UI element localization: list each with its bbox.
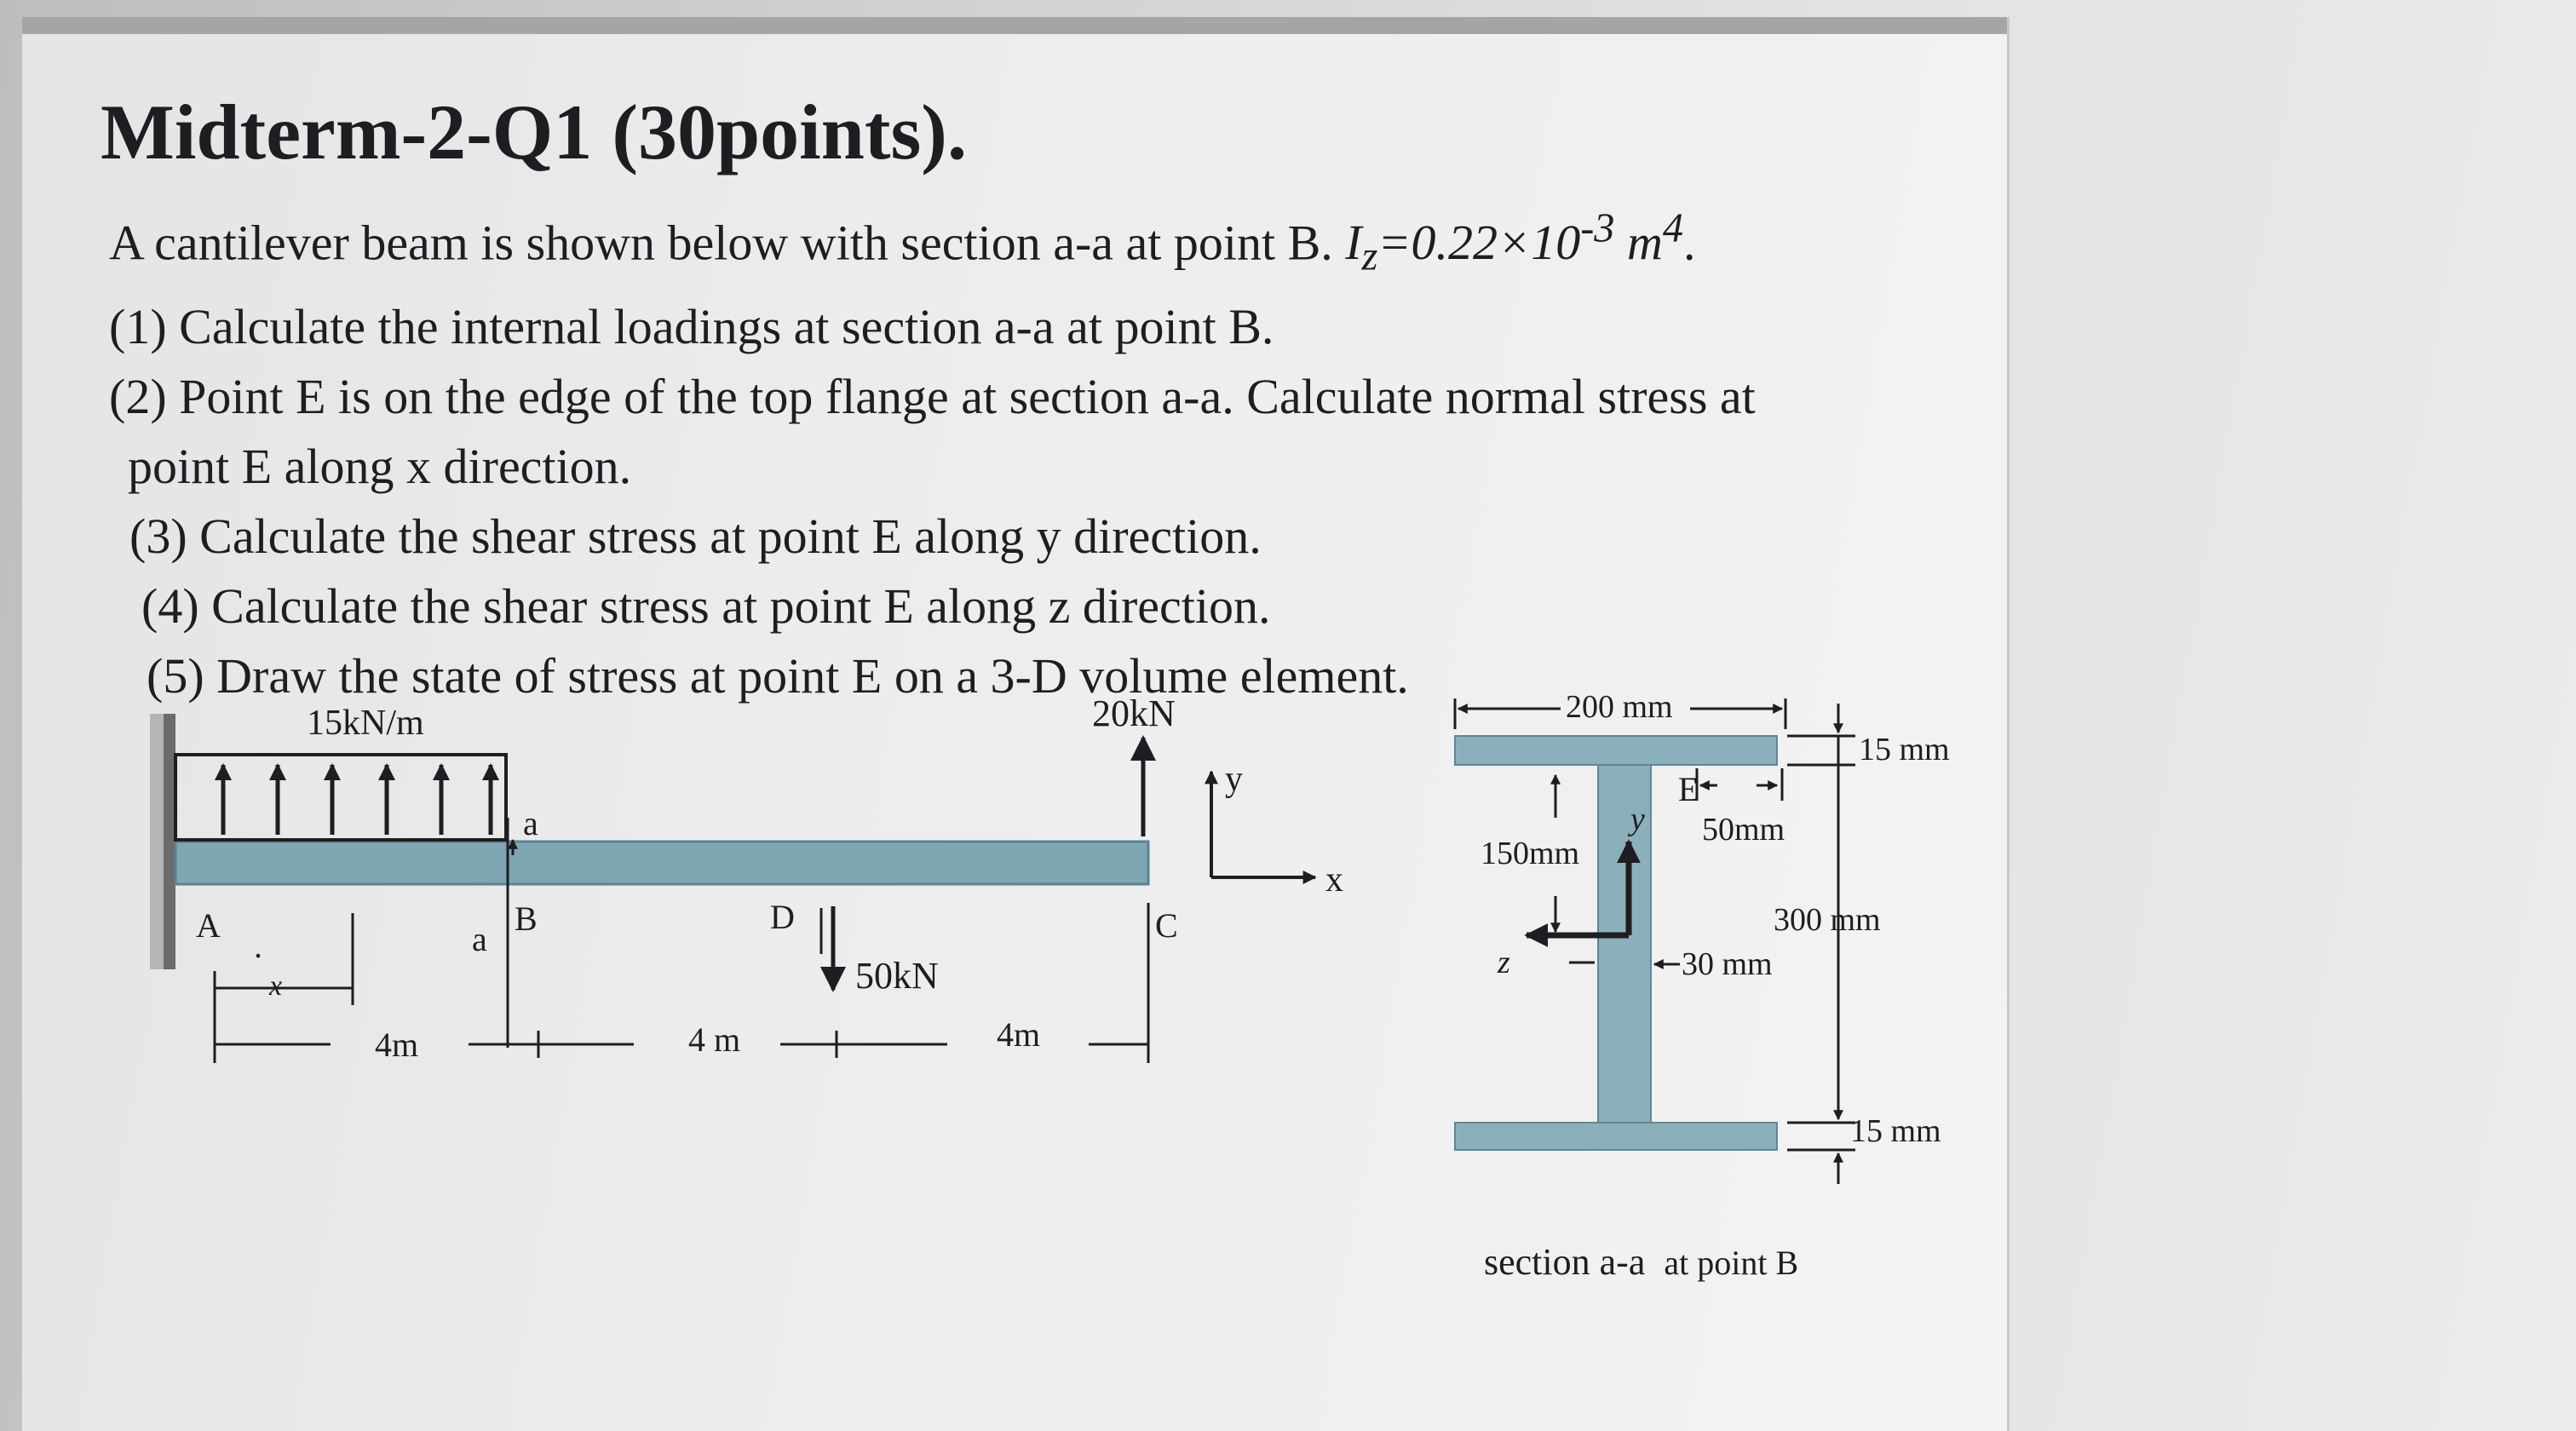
axis-y-label: y (1225, 760, 1243, 799)
bottom-flange-thickness-label: 15 mm (1850, 1113, 1941, 1149)
half-depth-label: 150mm (1481, 836, 1580, 871)
top-flange-thickness-label: 15 mm (1859, 732, 1950, 767)
section-mark-top: a (523, 804, 538, 842)
figures (22, 17, 2007, 1431)
distributed-load-label: 15kN/m (307, 704, 424, 743)
span-3-label: 4m (997, 1015, 1041, 1054)
section-mark-bottom: a (472, 920, 487, 958)
flange-width-label: 200 mm (1566, 689, 1673, 725)
question-3: (3) Calculate the shear stress at point E along y direction. (129, 508, 1262, 564)
question-5: (5) Draw the state of stress at point E on a 3-D volume element. (147, 647, 1409, 704)
point-d-label: D (770, 898, 795, 936)
intro-text: A cantilever beam is shown below with section a-a at point B. (109, 215, 1333, 271)
axis-x-label: x (1325, 860, 1343, 899)
fixed-support-shade (150, 714, 164, 969)
span-1-label: 4m (375, 1026, 419, 1064)
beam-diagram (150, 693, 1343, 1064)
intro-line: A cantilever beam is shown below with section a-a at point B. $I_z=0.22\times 10^{-3}$ $m^4$. (109, 206, 1696, 279)
section-caption (1484, 1240, 1798, 1284)
span-2-label: 4 m (688, 1020, 741, 1059)
x-marker-label: x (269, 970, 283, 1002)
point-b-label: B (515, 899, 538, 938)
total-depth-label: 300 mm (1774, 902, 1881, 938)
web-thickness-label: 30 mm (1682, 946, 1773, 982)
question-1: (1) Calculate the internal loadings at section a-a at point B. (109, 298, 1274, 354)
down-load-label: 50kN (855, 955, 939, 997)
question-2-continued: point E along x direction. (128, 438, 632, 494)
beam (175, 842, 1148, 884)
fixed-support-wall (164, 714, 175, 969)
question-title: Midterm-2-Q1 (30points). (101, 89, 967, 175)
point-c-label: C (1155, 906, 1178, 945)
point-a-label: A (196, 906, 221, 945)
section-caption-sub: at point B (1664, 1244, 1799, 1282)
top-flange (1455, 736, 1777, 765)
moment-of-inertia: $I_z=0.22\times 10^{-3}$ $m^4$ (1345, 206, 1684, 279)
exam-page (22, 17, 2010, 1431)
top-flange-thickness-dimension (1787, 704, 1855, 1087)
bottom-flange (1455, 1123, 1777, 1150)
e-offset-label: 50mm (1702, 812, 1785, 848)
bottom-flange-thickness-dimension (1787, 971, 1855, 1184)
section-diagram (1455, 689, 1950, 1184)
distributed-load-arrows (223, 765, 491, 835)
up-load-label: 20kN (1092, 693, 1176, 734)
point-a-dot: . (254, 927, 262, 965)
section-z-label: z (1498, 945, 1510, 980)
section-y-label: y (1630, 802, 1645, 837)
question-4: (4) Calculate the shear stress at point E along z direction. (141, 578, 1271, 634)
question-2: (2) Point E is on the edge of the top flange at section a-a. Calculate normal stress at (109, 368, 1756, 424)
section-caption-main: section a-a (1484, 1241, 1646, 1283)
point-e-label: E (1678, 770, 1699, 808)
